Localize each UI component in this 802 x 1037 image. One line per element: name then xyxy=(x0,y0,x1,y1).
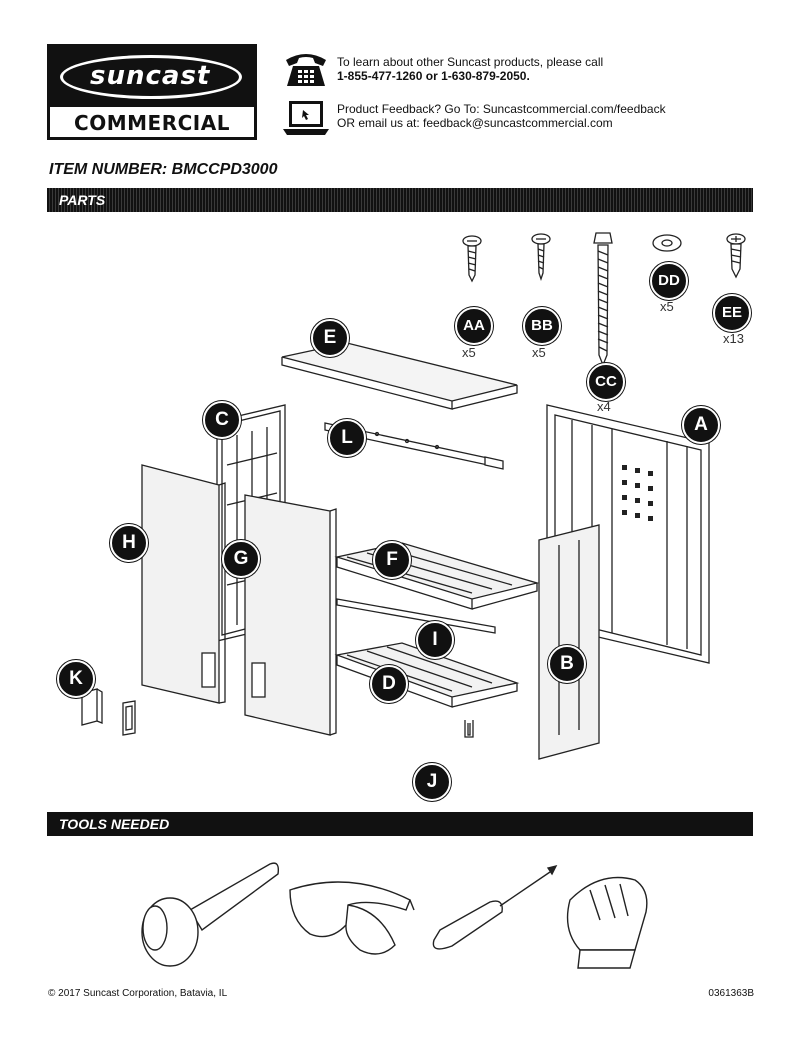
tools-illustration xyxy=(130,850,690,975)
callout-l: L xyxy=(328,419,366,457)
lag-screw-cc-icon xyxy=(594,233,612,365)
logo-brand: suncast xyxy=(90,61,211,91)
document-code: 0361363B xyxy=(708,988,754,999)
logo-mark xyxy=(50,47,254,107)
callout-h: H xyxy=(110,524,148,562)
callout-c: C xyxy=(203,401,241,439)
callout-bb: BB xyxy=(523,307,561,345)
qty-cc: x4 xyxy=(597,399,611,414)
tools-section-header: TOOLS NEEDED xyxy=(47,812,753,836)
phone-info xyxy=(337,55,603,83)
qty-bb: x5 xyxy=(532,345,546,360)
callout-e: E xyxy=(311,319,349,357)
laptop-icon xyxy=(283,99,329,137)
callout-cc: CC xyxy=(587,363,625,401)
logo-division: COMMERCIAL xyxy=(74,111,230,135)
washer-dd-icon xyxy=(653,235,681,251)
feedback-info xyxy=(337,102,666,130)
mallet-icon xyxy=(142,863,278,966)
screw-aa-icon xyxy=(463,236,481,281)
feedback-line-1: Product Feedback? Go To: Suncastcommercial.com/feedback xyxy=(337,102,666,116)
callout-i: I xyxy=(416,621,454,659)
parts-illustration xyxy=(47,215,757,805)
part-g-door xyxy=(245,495,336,735)
phone-numbers: 1-855-477-1260 or 1-630-879-2050. xyxy=(337,69,530,83)
part-k-clips xyxy=(82,689,135,735)
callout-a: A xyxy=(682,406,720,444)
callout-g: G xyxy=(222,540,260,578)
feedback-line-2: OR email us at: feedback@suncastcommercial.com xyxy=(337,116,613,130)
callout-k: K xyxy=(57,660,95,698)
suncast-commercial-logo xyxy=(47,44,257,140)
callout-b: B xyxy=(548,645,586,683)
part-i-rod xyxy=(337,599,495,633)
gloves-icon xyxy=(568,878,647,969)
part-j-clip xyxy=(465,720,473,737)
phone-line-1: To learn about other Suncast products, please call xyxy=(337,55,604,69)
parts-section-header: PARTS xyxy=(47,188,753,212)
callout-aa: AA xyxy=(455,307,493,345)
callout-j: J xyxy=(413,763,451,801)
screwdriver-icon xyxy=(433,866,556,949)
safety-glasses-icon xyxy=(290,882,414,954)
copyright: © 2017 Suncast Corporation, Batavia, IL xyxy=(48,988,228,999)
item-number: ITEM NUMBER: BMCCPD3000 xyxy=(49,161,278,178)
screw-bb-icon xyxy=(532,234,550,279)
callout-d: D xyxy=(370,665,408,703)
part-h-door xyxy=(142,465,225,703)
screw-ee-icon xyxy=(727,234,745,277)
qty-aa: x5 xyxy=(462,345,476,360)
callout-ee: EE xyxy=(713,294,751,332)
telephone-icon xyxy=(283,50,329,88)
qty-dd: x5 xyxy=(660,299,674,314)
part-f-middle-shelf xyxy=(337,543,537,609)
callout-dd: DD xyxy=(650,262,688,300)
part-b-upright xyxy=(539,525,599,759)
qty-ee: x13 xyxy=(723,331,744,346)
callout-f: F xyxy=(373,541,411,579)
